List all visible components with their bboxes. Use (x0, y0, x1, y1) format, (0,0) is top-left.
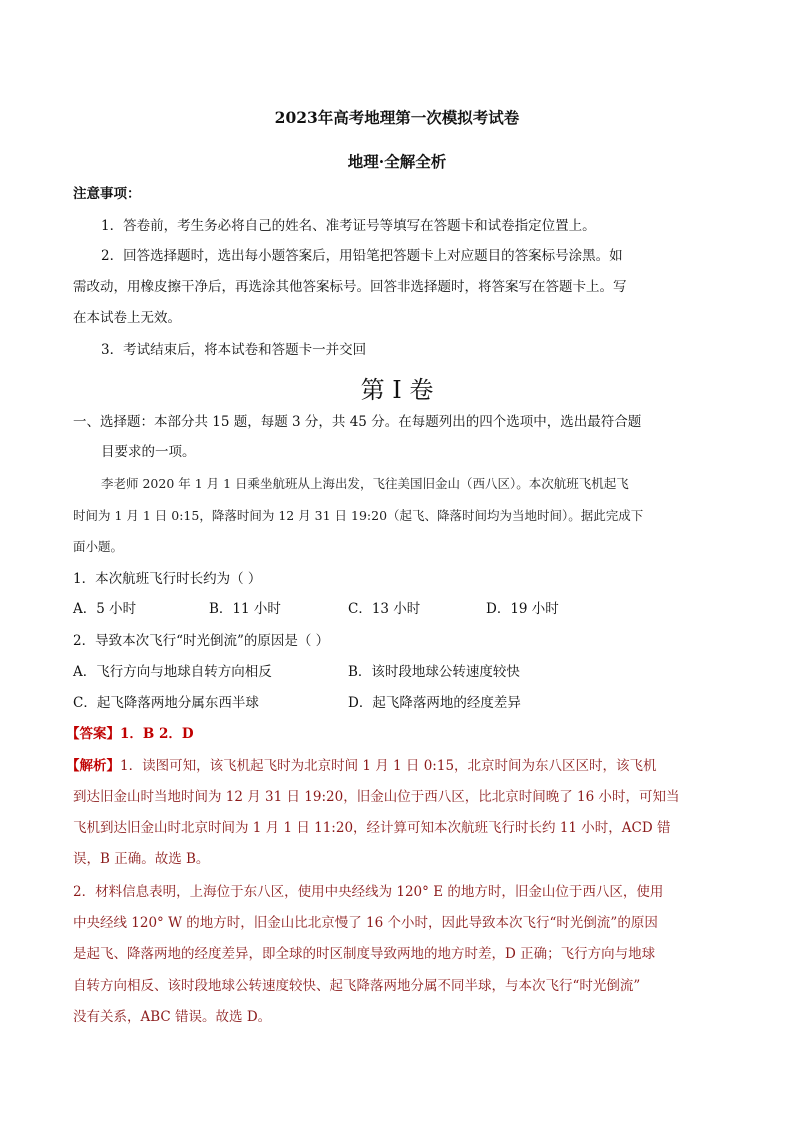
question-1-option-b: B．11 小时 (209, 601, 281, 617)
notice-item-2-line-3: 在本试卷上无效。 (73, 310, 181, 326)
answer-text: 1．B 2．D (120, 726, 194, 742)
notice-item-2-line-1: 2．回答选择题时，选出每小题答案后，用铅笔把答题卡上对应题目的答案标号涂黑。如 (101, 248, 623, 264)
analysis-p2-line-1: 2．材料信息表明，上海位于东八区，使用中央经线为 120° E 的地方时，旧金山位于西八区，使用 (73, 884, 664, 900)
notice-heading: 注意事项： (73, 186, 141, 202)
exam-subtitle: 地理·全解全析 (347, 152, 447, 171)
material-line-1: 李老师 2020 年 1 月 1 日乘坐航班从上海出发，飞往美国旧金山（西八区）。本次航班飞机起飞 (101, 476, 629, 491)
answer-line (66, 724, 194, 744)
analysis-p1-line-4: 误，B 正确。故选 B。 (73, 851, 210, 867)
question-2-option-d: D．起飞降落两地的经度差异 (348, 695, 521, 711)
exam-title: 2023年高考地理第一次模拟考试卷 (274, 108, 520, 127)
material-line-2: 时间为 1 月 1 日 0:15，降落时间为 12 月 31 日 19:20（起飞、降落时间均为当地时间）。据此完成下 (73, 508, 644, 523)
question-2-option-b: B．该时段地球公转速度较快 (348, 664, 520, 680)
analysis-p2-line-4: 自转方向相反、该时段地球公转速度较快、起飞降落两地分属不同半球，与本次飞行“时光倒流” (73, 978, 641, 994)
material-line-3: 面小题。 (73, 539, 124, 554)
notice-item-1: 1．答卷前，考生务必将自己的姓名、准考证号等填写在答题卡和试卷指定位置上。 (101, 218, 596, 234)
question-1-option-a: A．5 小时 (73, 601, 137, 617)
question-1-option-d: D．19 小时 (486, 601, 559, 617)
analysis-p2-line-2: 中央经线 120° W 的地方时，旧金山比北京慢了 16 个小时，因此导致本次飞行“时光倒流”的原因 (73, 915, 658, 931)
question-1-option-c: C．13 小时 (348, 601, 421, 617)
section-instruction-line-1: 一、选择题：本部分共 15 题，每题 3 分，共 45 分。在每题列出的四个选项中，选出最符合题 (73, 414, 642, 430)
question-1-stem: 1．本次航班飞行时长约为（ ） (73, 571, 262, 587)
answer-label: 【答案】 (66, 726, 120, 742)
notice-item-2-line-2: 需改动，用橡皮擦干净后，再选涂其他答案标号。回答非选择题时，将答案写在答题卡上。写 (73, 279, 627, 295)
question-2-option-a: A．飞行方向与地球自转方向相反 (73, 664, 272, 680)
notice-item-3: 3．考试结束后，将本试卷和答题卡一并交回 (101, 342, 367, 358)
question-2-stem: 2．导致本次飞行“时光倒流”的原因是（ ） (73, 633, 330, 649)
analysis-p2-line-3: 是起飞、降落两地的经度差异，即全球的时区制度导致两地的地方时差，D 正确；飞行方向与地球 (73, 946, 656, 962)
question-2-option-c: C．起飞降落两地分属东西半球 (73, 695, 259, 711)
analysis-p2-line-5: 没有关系，ABC 错误。故选 D。 (73, 1009, 272, 1025)
section-instruction-line-2: 目要求的一项。 (101, 444, 196, 460)
analysis-p1-line-1-text: 1．读图可知，该飞机起飞时为北京时间 1 月 1 日 0:15，北京时间为东八区区时，该飞机 (120, 758, 657, 774)
analysis-p1-line-1 (66, 756, 657, 776)
section-title: 第 I 卷 (360, 376, 434, 404)
analysis-p1-line-3: 飞机到达旧金山时北京时间为 1 月 1 日 11:20，经计算可知本次航班飞行时长约 11 小时，ACD 错 (73, 820, 671, 836)
analysis-p1-line-2: 到达旧金山时当地时间为 12 月 31 日 19:20，旧金山位于西八区，比北京时间晚了 16 小时，可知当 (73, 789, 680, 805)
analysis-label: 【解析】 (66, 758, 120, 774)
